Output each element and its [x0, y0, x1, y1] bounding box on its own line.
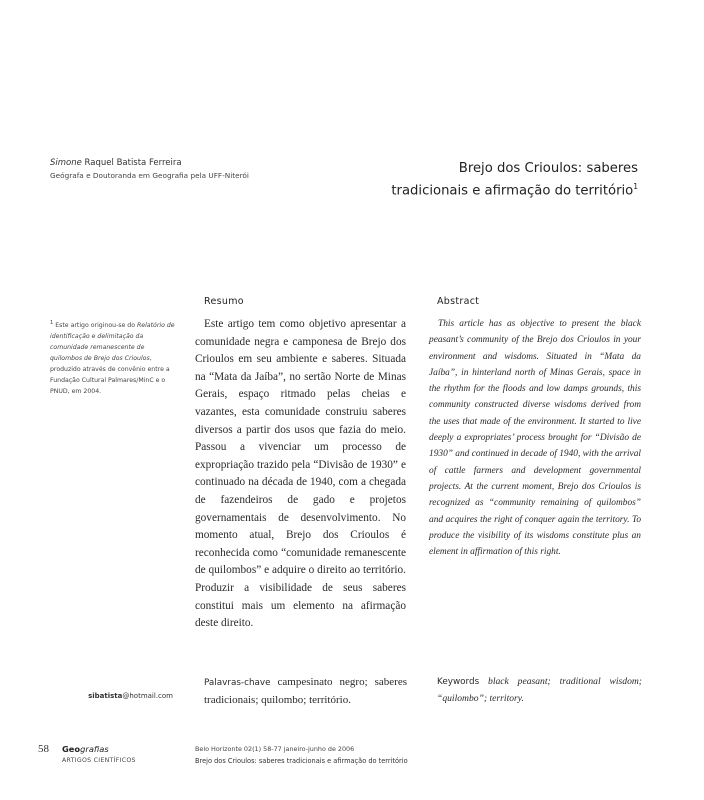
email-domain: @hotmail.com	[122, 692, 173, 700]
resumo-paragraph: Este artigo tem como objetivo apresentar a comunidade negra e camponesa de Brejo dos Crioulos em seu ambiente e saberes. Situada na “Mata da Jaíba”, no sertão Norte de Minas Gerais, espaço ritmado pelas cheias e vazantes, esta comunidade construiu saberes diversos a partir dos usos que fazia do meio. Passou a vivenciar um processo de expropriação trazido pela “Divisão de 1930” e continuado na década de 1940, com a chegada de fazendeiros de gado e projetos governamentais de desenvolvimento. No momento atual, Brejo dos Crioulos é reconhecida como “comunidade remanescente de quilombos” e adquire o direito ao território. Produzir a visibilidade de seus saberes constitui mais um elemento na afirmação deste direito.	[195, 318, 406, 630]
author-block	[50, 158, 310, 180]
abstract-paragraph: This article has as objective to present the black peasant’s community of the Brejo dos Crioulos in your environment and wisdoms. Situated in “Mata da Jaíba”, in hinterland north of Minas Gerais, space in the rhythm for the floods and low damps grounds, this community constructed diverse wisdoms derived from the uses that made of the environment. It started to live deeply a expropriates’ process brought for “Divisão de 1930” and continued in decade of 1940, with the arrival of cattle farmers and development governmental projects. At the current moment, Brejo dos Crioulos is recognized as “community remaining of quilombos” and acquires the right of conquer again the territory. To produce the visibility of its wisdoms constitute plus an element in affirmation of this right.	[429, 319, 641, 558]
journal-name-geo: Geo	[62, 744, 81, 754]
author-email[interactable]	[88, 692, 173, 700]
page-number: 58	[38, 743, 49, 755]
resumo-heading: Resumo	[204, 296, 244, 307]
palavras-chave-label: Palavras-chave	[204, 678, 271, 688]
keywords	[437, 674, 642, 707]
palavras-chave-text: campesinato negro; saberes tradicionais; quilombo; território.	[204, 676, 407, 706]
section-name: ARTIGOS CIENTÍFICOS	[62, 757, 136, 764]
issue-info: Belo Horizonte 02(1) 58-77 janeiro-junho de 2006	[195, 745, 355, 753]
footnote-text-italic: Relatório de identificação e delimitação da comunidade remanescente de quilombos de Brejo dos Crioulos	[50, 322, 175, 362]
article-title	[298, 160, 638, 200]
article-title-line1: Brejo dos Crioulos: saberes	[458, 161, 638, 176]
footnote-mark: 1	[50, 320, 54, 326]
article-title-line2	[298, 178, 638, 200]
resumo-body	[195, 316, 406, 633]
footnote-text-a: Este artigo originou-se do	[53, 322, 137, 330]
journal-name-grafias: grafias	[80, 744, 109, 754]
author-name	[50, 158, 310, 168]
author-first-name: Simone	[50, 158, 82, 168]
author-rest-name: Raquel Batista Ferreira	[81, 158, 182, 168]
email-user: sibatista	[88, 692, 123, 700]
title-footnote-mark: 1	[633, 182, 638, 191]
footnote	[50, 318, 176, 397]
palavras-chave	[204, 674, 407, 708]
journal-name	[62, 744, 109, 754]
author-affiliation: Geógrafa e Doutoranda em Geografia pela UFF-Niterói	[50, 171, 249, 180]
abstract-heading: Abstract	[437, 296, 480, 307]
keywords-label: Keywords	[437, 677, 480, 687]
abstract-body	[429, 316, 641, 560]
keywords-text: black peasant; traditional wisdom; “quilombo”; territory.	[437, 676, 642, 704]
running-title: Brejo dos Crioulos: saberes tradicionais e afirmação do território	[195, 757, 408, 765]
article-title-line2-text: tradicionais e afirmação do território	[391, 183, 634, 199]
footnote-text-b: , produzido através de convênio entre a Fundação Cultural Palmares/MinC e o PNUD, em 2004.	[50, 354, 170, 395]
